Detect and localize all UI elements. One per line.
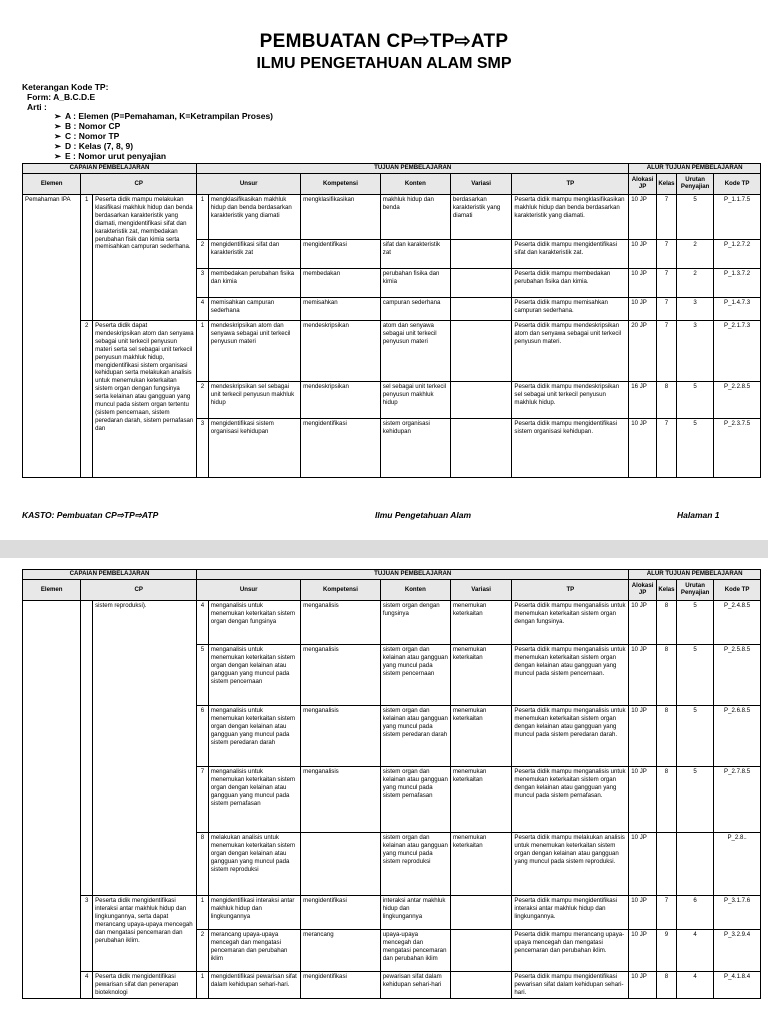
variasi-cell xyxy=(450,896,512,930)
variasi-cell: menemukan keterkaitan xyxy=(450,601,512,645)
header-group-row xyxy=(23,570,761,580)
header-unsur: Unsur xyxy=(197,580,301,601)
kelas-cell: 7 xyxy=(656,195,676,240)
header-alokasi-jp: Alokasi JP xyxy=(629,174,657,195)
header-urutan-penyajian: Urutan Penyajian xyxy=(677,174,714,195)
tp-cell: Peserta didik mampu merancang upaya-upaya mencegah dan mengatasi pencemaran dan perubahan iklim. xyxy=(512,930,629,972)
variasi-cell xyxy=(450,930,512,972)
alokasi-jp-cell: 10 JP xyxy=(629,833,657,896)
header-tp: TP xyxy=(512,174,629,195)
kompetensi-cell xyxy=(301,833,381,896)
table-row xyxy=(23,195,761,240)
tp-cell: Peserta didik mampu mengidentifikasi sistem organisasi kehidupan. xyxy=(512,419,629,478)
kompetensi-cell: mendeskripsikan xyxy=(301,382,381,419)
footer-left: KASTO: Pembuatan CP⇨TP⇨ATP xyxy=(22,510,159,520)
tp-cell: Peserta didik mampu mengidentifikasi interaksi antar makhluk hidup dan lingkungannya. xyxy=(512,896,629,930)
kode-tp-cell: P_1.3.7.2 xyxy=(714,269,761,298)
unsur-cell: menganalisis untuk menemukan keterkaitan sistem organ dengan kelainan atau gangguan yang muncul pada sistem pencernaan xyxy=(208,645,300,706)
tp-cell: Peserta didik mampu mengklasifikasikan makhluk hidup dan benda berdasarkan karakteristik yang diamati. xyxy=(512,195,629,240)
konten-cell: pewarisan sifat dalam kehidupan sehari-hari xyxy=(380,972,450,999)
tp-number: 3 xyxy=(197,419,209,478)
tp-cell: Peserta didik mampu membedakan perubahan fisika dan kimia. xyxy=(512,269,629,298)
header-alur-tujuan-pembelajaran: ALUR TUJUAN PEMBELAJARAN xyxy=(629,164,761,174)
header-tp: TP xyxy=(512,580,629,601)
kelas-cell xyxy=(656,833,676,896)
table-row xyxy=(23,601,761,645)
kode-tp-cell: P_2.6.8.5 xyxy=(714,706,761,767)
kode-tp-cell: P_4.1.8.4 xyxy=(714,972,761,999)
alokasi-jp-cell: 10 JP xyxy=(629,972,657,999)
header-konten: Konten xyxy=(380,580,450,601)
tp-cell: Peserta didik mampu menganalisis untuk menemukan keterkaitan sistem organ dengan kelainan atau gangguan yang muncul pada sistem pencernaan. xyxy=(512,645,629,706)
header-elemen: Elemen xyxy=(23,174,81,195)
unsur-cell: menganalisis untuk menemukan keterkaitan sistem organ dengan fungsinya xyxy=(208,601,300,645)
header-elemen: Elemen xyxy=(23,580,81,601)
unsur-cell: mengidentifikasi interaksi antar makhluk hidup dan lingkungannya xyxy=(208,896,300,930)
document-subtitle: ILMU PENGETAHUAN ALAM SMP xyxy=(256,55,512,72)
elemen-cell: Pemahaman IPA xyxy=(23,195,81,478)
header-urutan-penyajian: Urutan Penyajian xyxy=(677,580,714,601)
urutan-cell: 5 xyxy=(677,706,714,767)
header-kompetensi: Kompetensi xyxy=(301,174,381,195)
header-variasi: Variasi xyxy=(450,174,512,195)
header-kelas: Kelas xyxy=(656,174,676,195)
kompetensi-cell: mengklasifikasikan xyxy=(301,195,381,240)
arrow-bullet-icon: ➢ xyxy=(54,140,62,151)
kode-tp-cell: P_2.4.8.5 xyxy=(714,601,761,645)
header-kompetensi: Kompetensi xyxy=(301,580,381,601)
unsur-cell: mengidentifikasi sifat dan karakteristik zat xyxy=(208,240,300,269)
konten-cell: upaya-upaya mencegah dan mengatasi pencemaran dan perubahan iklim xyxy=(380,930,450,972)
alokasi-jp-cell: 10 JP xyxy=(629,645,657,706)
tp-cell: Peserta didik mampu mendeskripsikan sel sebagai unit terkecil penyusun makhluk hidup. xyxy=(512,382,629,419)
kelas-cell: 7 xyxy=(656,298,676,321)
tp-cell: Peserta didik mampu mendeskripsikan atom dan senyawa sebagai unit terkecil penyusun materi. xyxy=(512,321,629,382)
header-cp: CP xyxy=(81,174,197,195)
kode-tp-cell: P_1.4.7.3 xyxy=(714,298,761,321)
unsur-cell: membedakan perubahan fisika dan kimia xyxy=(208,269,300,298)
urutan-cell: 3 xyxy=(677,321,714,382)
variasi-cell xyxy=(450,240,512,269)
document-page-2 xyxy=(0,558,768,1024)
alokasi-jp-cell: 10 JP xyxy=(629,930,657,972)
tp-number: 8 xyxy=(197,833,209,896)
tp-cell: Peserta didik mampu menganalisis untuk menemukan keterkaitan sistem organ dengan kelainan atau gangguan yang muncul pada sistem peredaran darah. xyxy=(512,706,629,767)
header-tujuan-pembelajaran: TUJUAN PEMBELAJARAN xyxy=(197,164,629,174)
variasi-cell xyxy=(450,298,512,321)
unsur-cell: mengklasifikasikan makhluk hidup dan benda berdasarkan karakteristik yang diamati xyxy=(208,195,300,240)
keterangan-item: ➢ D : Kelas (7, 8, 9) xyxy=(54,140,134,151)
document-title: PEMBUATAN CP⇨TP⇨ATP xyxy=(259,31,509,52)
table-row xyxy=(23,972,761,999)
konten-cell: sifat dan karakteristik zat xyxy=(380,240,450,269)
kode-tp-cell: P_1.2.7.2 xyxy=(714,240,761,269)
tp-number: 7 xyxy=(197,767,209,833)
arrow-bullet-icon: ➢ xyxy=(54,150,62,161)
unsur-cell: menganalisis untuk menemukan keterkaitan sistem organ dengan kelainan atau gangguan yang muncul pada sistem peredaran darah xyxy=(208,706,300,767)
alokasi-jp-cell: 10 JP xyxy=(629,706,657,767)
cp-text: Peserta didik mampu melakukan klasifikasi makhluk hidup dan benda berdasarkan karakteristik yang diamati, mengidentifikasi sifat dan karakteristik zat, membedakan perubahan fisik dan kimia serta memisahkan campuran sederhana. xyxy=(93,195,197,321)
tp-number: 3 xyxy=(197,269,209,298)
kode-tp-cell: P_2.8.. xyxy=(714,833,761,896)
elemen-cell xyxy=(23,601,81,999)
keterangan-item: ➢ A : Elemen (P=Pemahaman, K=Ketrampilan Proses) xyxy=(54,111,274,122)
unsur-cell: mengidentifikasi pewarisan sifat dalam kehidupan sehari-hari. xyxy=(208,972,300,999)
kode-tp-cell: P_3.2.9.4 xyxy=(714,930,761,972)
kelas-cell: 7 xyxy=(656,419,676,478)
kompetensi-cell: memisahkan xyxy=(301,298,381,321)
kompetensi-cell: mengidentifikasi xyxy=(301,240,381,269)
konten-cell: sistem organ dan kelainan atau gangguan yang muncul pada sistem reproduksi xyxy=(380,833,450,896)
tp-number: 2 xyxy=(197,240,209,269)
kompetensi-cell: merancang xyxy=(301,930,381,972)
kelas-cell: 7 xyxy=(656,240,676,269)
kelas-cell: 8 xyxy=(656,382,676,419)
urutan-cell: 5 xyxy=(677,645,714,706)
header-unsur: Unsur xyxy=(197,174,301,195)
header-tujuan-pembelajaran: TUJUAN PEMBELAJARAN xyxy=(197,570,629,580)
footer-center: Ilmu Pengetahuan Alam xyxy=(375,510,472,520)
tp-cell: Peserta didik mampu mengidentifikasi pewarisan sifat dalam kehidupan sehari-hari. xyxy=(512,972,629,999)
header-kode-tp: Kode TP xyxy=(714,580,761,601)
kode-tp-cell: P_1.1.7.5 xyxy=(714,195,761,240)
kompetensi-cell: menganalisis xyxy=(301,767,381,833)
urutan-cell: 4 xyxy=(677,972,714,999)
alokasi-jp-cell: 10 JP xyxy=(629,419,657,478)
variasi-cell: menemukan keterkaitan xyxy=(450,767,512,833)
konten-cell: campuran sederhana xyxy=(380,298,450,321)
variasi-cell xyxy=(450,321,512,382)
konten-cell: sistem organ dan kelainan atau gangguan yang muncul pada sistem pencernaan xyxy=(380,645,450,706)
keterangan-arti: Arti : xyxy=(27,101,47,112)
alokasi-jp-cell: 10 JP xyxy=(629,601,657,645)
kelas-cell: 9 xyxy=(656,930,676,972)
arrow-bullet-icon: ➢ xyxy=(54,130,62,141)
urutan-cell: 5 xyxy=(677,767,714,833)
urutan-cell: 6 xyxy=(677,896,714,930)
header-column-row xyxy=(23,174,761,195)
keterangan-item: ➢ C : Nomor TP xyxy=(54,130,120,141)
unsur-cell: mengidentifikasi sistem organisasi kehidupan xyxy=(208,419,300,478)
unsur-cell: memisahkan campuran sederhana xyxy=(208,298,300,321)
header-variasi: Variasi xyxy=(450,580,512,601)
alokasi-jp-cell: 10 JP xyxy=(629,240,657,269)
header-konten: Konten xyxy=(380,174,450,195)
kode-tp-cell: P_3.1.7.6 xyxy=(714,896,761,930)
alokasi-jp-cell: 20 JP xyxy=(629,321,657,382)
kompetensi-cell: mengidentifikasi xyxy=(301,972,381,999)
kompetensi-cell: menganalisis xyxy=(301,601,381,645)
header-alokasi-jp: Alokasi JP xyxy=(629,580,657,601)
tp-cell: Peserta didik mampu melakukan analisis untuk menemukan keterkaitan sistem organ dengan kelainan atau gangguan yang muncul pada sistem reproduksi. xyxy=(512,833,629,896)
alokasi-jp-cell: 10 JP xyxy=(629,767,657,833)
kelas-cell: 8 xyxy=(656,972,676,999)
unsur-cell: menganalisis untuk menemukan keterkaitan sistem organ dengan kelainan atau gangguan yang muncul pada sistem pernafasan xyxy=(208,767,300,833)
header-group-row xyxy=(23,164,761,174)
tp-number: 2 xyxy=(197,382,209,419)
urutan-cell xyxy=(677,833,714,896)
footer-page-number: Halaman 1 xyxy=(677,510,720,520)
header-kelas: Kelas xyxy=(656,580,676,601)
tp-number: 5 xyxy=(197,645,209,706)
unsur-cell: merancang upaya-upaya mencegah dan mengatasi pencemaran dan perubahan iklim xyxy=(208,930,300,972)
cp-tp-atp-table xyxy=(22,569,761,999)
kode-tp-cell: P_2.3.7.5 xyxy=(714,419,761,478)
tp-number: 1 xyxy=(197,896,209,930)
unsur-cell: melakukan analisis untuk menemukan keterkaitan sistem organ dengan kelainan atau gangguan yang muncul pada sistem reproduksi xyxy=(208,833,300,896)
keterangan-form: Form: A_B.C.D.E xyxy=(27,91,96,102)
unsur-cell: mendeskripsikan sel sebagai unit terkecil penyusun makhluk hidup xyxy=(208,382,300,419)
variasi-cell: berdasarkan karakteristik yang diamati xyxy=(450,195,512,240)
konten-cell: sistem organ dan kelainan atau gangguan yang muncul pada sistem pernafasan xyxy=(380,767,450,833)
kelas-cell: 7 xyxy=(656,269,676,298)
kompetensi-cell: menganalisis xyxy=(301,645,381,706)
tp-number: 6 xyxy=(197,706,209,767)
cp-text: Peserta didik mengidentifikasi interaksi antar makhluk hidup dan lingkungannya, serta dapat merancang upaya-upaya mencegah dan mengatasi pencemaran dan perubahan iklim. xyxy=(93,896,197,972)
kode-tp-cell: P_2.2.8.5 xyxy=(714,382,761,419)
urutan-cell: 2 xyxy=(677,240,714,269)
alokasi-jp-cell: 10 JP xyxy=(629,896,657,930)
kode-tp-cell: P_2.1.7.3 xyxy=(714,321,761,382)
konten-cell: sistem organisasi kehidupan xyxy=(380,419,450,478)
unsur-cell: mendeskripsikan atom dan senyawa sebagai unit terkecil penyusun materi xyxy=(208,321,300,382)
keterangan-item: ➢ E : Nomor urut penyajian xyxy=(54,150,167,161)
variasi-cell xyxy=(450,382,512,419)
cp-number: 2 xyxy=(81,321,93,478)
arrow-bullet-icon: ➢ xyxy=(54,111,62,122)
tp-cell: Peserta didik mampu memisahkan campuran sederhana. xyxy=(512,298,629,321)
kelas-cell: 7 xyxy=(656,896,676,930)
urutan-cell: 5 xyxy=(677,195,714,240)
konten-cell: makhluk hidup dan benda xyxy=(380,195,450,240)
urutan-cell: 3 xyxy=(677,298,714,321)
header-capaian-pembelajaran: CAPAIAN PEMBELAJARAN xyxy=(23,570,197,580)
kelas-cell: 8 xyxy=(656,706,676,767)
tp-number: 4 xyxy=(197,298,209,321)
alokasi-jp-cell: 16 JP xyxy=(629,382,657,419)
kode-tp-cell: P_2.5.8.5 xyxy=(714,645,761,706)
tp-number: 1 xyxy=(197,972,209,999)
cp-text: Peserta didik mengidentifikasi pewarisan sifat dan penerapan bioteknologi xyxy=(93,972,197,999)
konten-cell: interaksi antar makhluk hidup dan lingkungannya xyxy=(380,896,450,930)
tp-number: 2 xyxy=(197,930,209,972)
header-kode-tp: Kode TP xyxy=(714,174,761,195)
header-capaian-pembelajaran: CAPAIAN PEMBELAJARAN xyxy=(23,164,197,174)
urutan-cell: 5 xyxy=(677,382,714,419)
variasi-cell: menemukan keterkaitan xyxy=(450,645,512,706)
tp-cell: Peserta didik mampu mengidentifikasi sifat dan karakteristik zat. xyxy=(512,240,629,269)
cp-number: 4 xyxy=(81,972,93,999)
konten-cell: sel sebagai unit terkecil penyusun makhluk hidup xyxy=(380,382,450,419)
keterangan-heading: Keterangan Kode TP: xyxy=(22,82,109,92)
alokasi-jp-cell: 10 JP xyxy=(629,298,657,321)
header-cp: CP xyxy=(81,580,197,601)
kelas-cell: 8 xyxy=(656,767,676,833)
alokasi-jp-cell: 10 JP xyxy=(629,195,657,240)
kompetensi-cell: mengidentifikasi xyxy=(301,419,381,478)
konten-cell: perubahan fisika dan kimia xyxy=(380,269,450,298)
header-alur-tujuan-pembelajaran: ALUR TUJUAN PEMBELAJARAN xyxy=(629,570,761,580)
urutan-cell: 5 xyxy=(677,601,714,645)
table-row xyxy=(23,321,761,382)
kelas-cell: 8 xyxy=(656,645,676,706)
kompetensi-cell: mendeskripsikan xyxy=(301,321,381,382)
urutan-cell: 5 xyxy=(677,419,714,478)
cp-number xyxy=(81,601,93,896)
cp-number: 1 xyxy=(81,195,93,321)
variasi-cell: menemukan keterkaitan xyxy=(450,833,512,896)
cp-tp-atp-table xyxy=(22,163,761,478)
kode-tp-cell: P_2.7.8.5 xyxy=(714,767,761,833)
tp-cell: Peserta didik mampu menganalisis untuk menemukan keterkaitan sistem organ dengan fungsinya. xyxy=(512,601,629,645)
konten-cell: sistem organ dan kelainan atau gangguan yang muncul pada sistem peredaran darah xyxy=(380,706,450,767)
kompetensi-cell: membedakan xyxy=(301,269,381,298)
variasi-cell xyxy=(450,419,512,478)
konten-cell: sistem organ dengan fungsinya xyxy=(380,601,450,645)
tp-cell: Peserta didik mampu menganalisis untuk menemukan keterkaitan sistem organ dengan kelainan atau gangguan yang muncul pada sistem pernafasan. xyxy=(512,767,629,833)
cp-text: sistem reproduksi). xyxy=(93,601,197,896)
konten-cell: atom dan senyawa sebagai unit terkecil penyusun materi xyxy=(380,321,450,382)
cp-text: Peserta didik dapat mendeskripsikan atom dan senyawa sebagai unit terkecil penyusun materi serta sel sebagai unit terkecil penyusun makhluk hidup, mengidentifikasi sistem organisasi kehidupan serta melakukan analisis untuk menemukan keterkaitan sistem organ dengan fungsinya serta kelainan atau gangguan yang muncul pada sistem organ tertentu (sistem pencernaan, sistem peredaran darah, sistem pernafasan dan xyxy=(93,321,197,478)
table-row xyxy=(23,896,761,930)
variasi-cell: menemukan keterkaitan xyxy=(450,706,512,767)
tp-number: 4 xyxy=(197,601,209,645)
kompetensi-cell: mengidentifikasi xyxy=(301,896,381,930)
header-column-row xyxy=(23,580,761,601)
urutan-cell: 4 xyxy=(677,930,714,972)
variasi-cell xyxy=(450,269,512,298)
arrow-bullet-icon: ➢ xyxy=(54,121,62,132)
keterangan-item: ➢ B : Nomor CP xyxy=(54,121,121,132)
tp-number: 1 xyxy=(197,321,209,382)
alokasi-jp-cell: 10 JP xyxy=(629,269,657,298)
urutan-cell: 2 xyxy=(677,269,714,298)
variasi-cell xyxy=(450,972,512,999)
kelas-cell: 7 xyxy=(656,321,676,382)
kompetensi-cell: menganalisis xyxy=(301,706,381,767)
keterangan-kode-tp xyxy=(22,83,273,161)
cp-number: 3 xyxy=(81,896,93,972)
tp-number: 1 xyxy=(197,195,209,240)
kelas-cell: 8 xyxy=(656,601,676,645)
